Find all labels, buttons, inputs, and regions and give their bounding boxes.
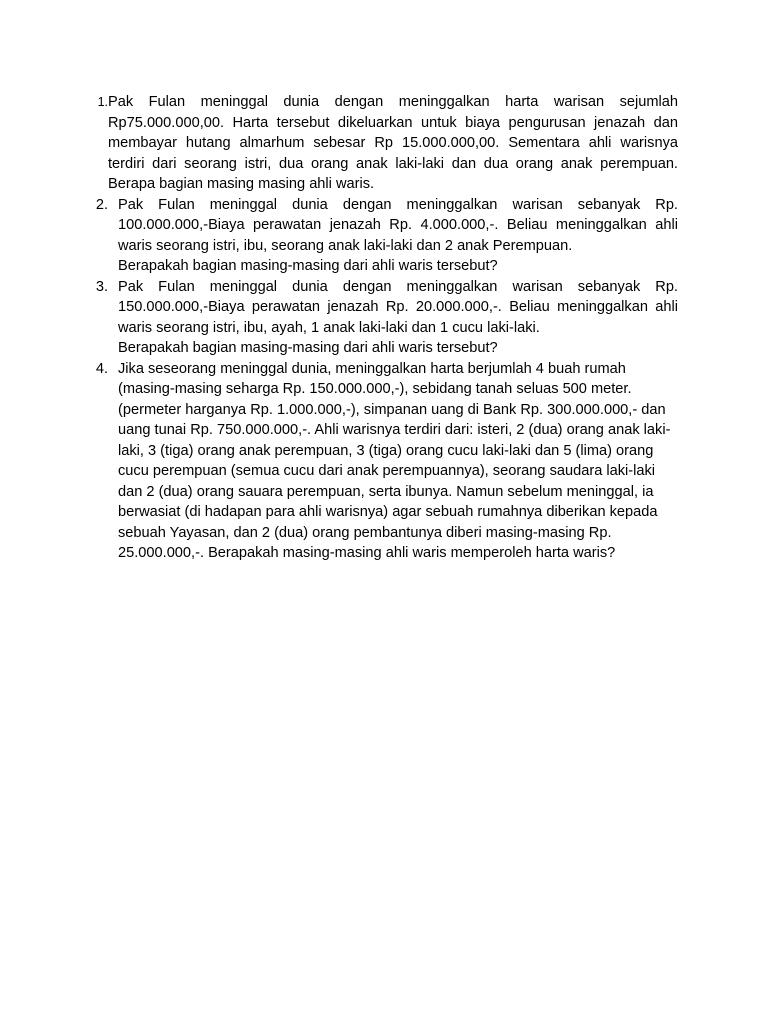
- question-number: 2.: [95, 196, 108, 213]
- question-text: Pak Fulan meninggal dunia dengan meninggalkan warisan sebanyak Rp. 150.000.000,-Biaya perawatan jenazah Rp. 20.000.000,-. Beliau meninggalkan ahli waris seorang istri, ibu, ayah, 1 anak laki-laki dan 1 cucu laki-laki.: [118, 278, 678, 336]
- question-item-3: [84, 277, 678, 359]
- question-item-1: [84, 92, 678, 195]
- question-body: [118, 359, 678, 564]
- question-item-2: [84, 195, 678, 277]
- question-item-4: [84, 359, 678, 564]
- question-number: 4.: [95, 360, 108, 377]
- question-body: [118, 195, 678, 277]
- question-prompt: Berapakah bagian masing-masing dari ahli waris tersebut?: [118, 340, 498, 356]
- question-prompt: Berapakah bagian masing-masing dari ahli waris tersebut?: [118, 258, 498, 274]
- question-text: Pak Fulan meninggal dunia dengan meninggalkan harta warisan sejumlah Rp75.000.000,00. Harta tersebut dikeluarkan untuk biaya pengurusan jenazah dan membayar hutang almarhum sebesar Rp 15.000.000,00. Sementara ahli warisnya terdiri dari seorang istri, dua orang anak laki-laki dan dua orang anak perempuan. Berapa bagian masing masing ahli waris.: [108, 94, 678, 192]
- question-text: Pak Fulan meninggal dunia dengan meninggalkan warisan sebanyak Rp. 100.000.000,-Biaya perawatan jenazah Rp. 4.000.000,-. Beliau meninggalkan ahli waris seorang istri, ibu, seorang anak laki-laki dan 2 anak Perempuan.: [118, 196, 678, 254]
- question-number: 1.: [97, 95, 108, 109]
- question-list: [84, 92, 678, 564]
- question-body: [118, 277, 678, 359]
- question-text: Jika seseorang meninggal dunia, meninggalkan harta berjumlah 4 buah rumah (masing-masing seharga Rp. 150.000.000,-), sebidang tanah seluas 500 meter. (permeter harganya Rp. 1.000.000,-), simpanan uang di Bank Rp. 300.000.000,- dan uang tunai Rp. 750.000.000,-. Ahli warisnya terdiri dari: isteri, 2 (dua) orang anak laki-laki, 3 (tiga) orang anak perempuan, 3 (tiga) orang cucu laki-laki dan 5 (lima) orang cucu perempuan (semua cucu dari anak perempuannya), seorang saudara laki-laki dan 2 (dua) orang sauara perempuan, serta ibunya. Namun sebelum meninggal, ia berwasiat (di hadapan para ahli warisnya) agar sebuah rumahnya diberikan kepada sebuah Yayasan, dan 2 (dua) orang pembantunya diberi masing-masing Rp. 25.000.000,-. Berapakah masing-masing ahli waris memperoleh harta waris?: [118, 360, 671, 561]
- question-number: 3.: [95, 278, 108, 295]
- question-body: [108, 92, 678, 195]
